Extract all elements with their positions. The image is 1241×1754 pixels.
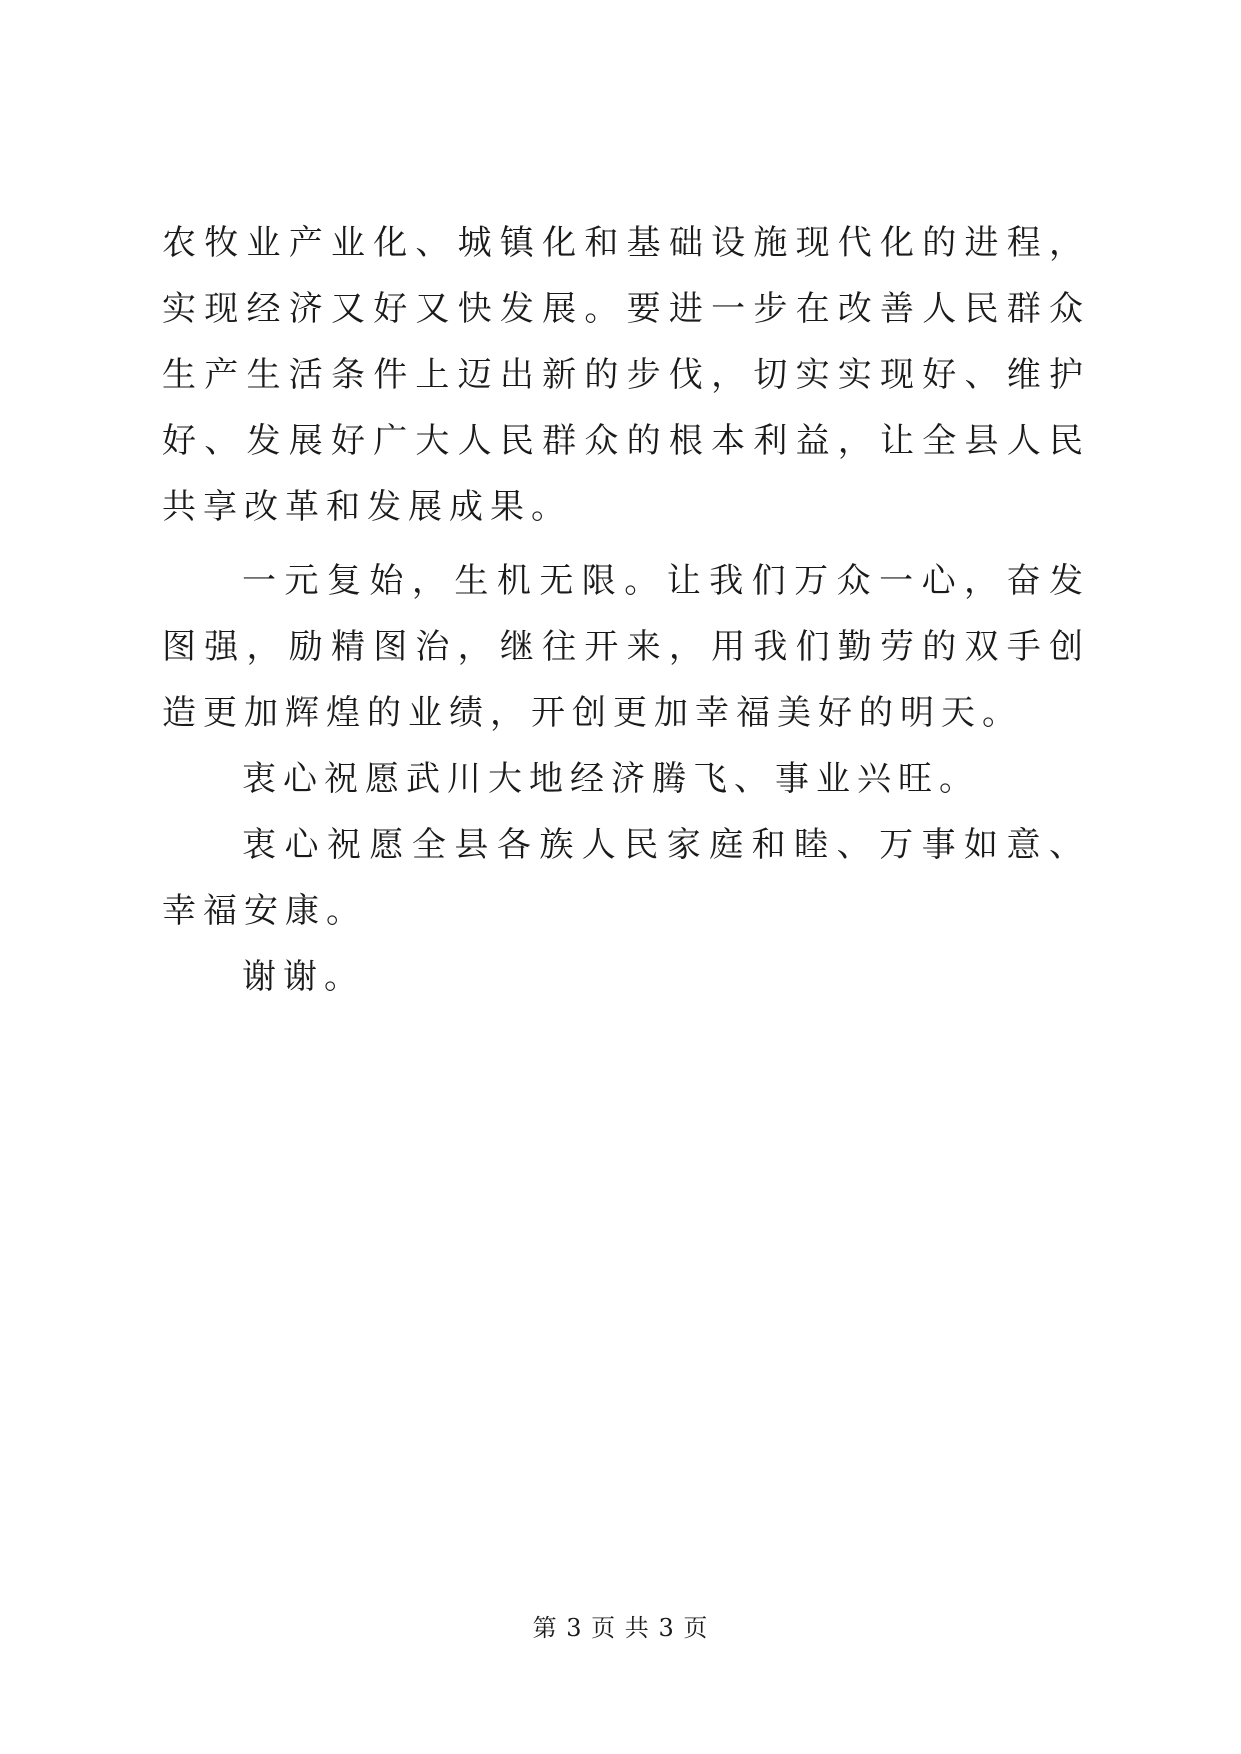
paragraph-wish-economy: 衷心祝愿武川大地经济腾飞、事业兴旺。	[242, 759, 980, 799]
document-body	[162, 210, 1090, 1010]
paragraph-thanks: 谢谢。	[242, 957, 365, 997]
paragraph-wish-people: 衷心祝愿全县各族人民家庭和睦、万事如意、幸福安康。	[162, 825, 1090, 931]
paragraph-continuation: 农牧业产业化、城镇化和基础设施现代化的进程，实现经济又好又快发展。要进一步在改善人民群众生产生活条件上迈出新的步伐，切实实现好、维护好、发展好广大人民群众的根本利益，让全县人民共享改革和发展成果。	[162, 223, 1090, 527]
paragraph-closing-remarks: 一元复始，生机无限。让我们万众一心，奋发图强，励精图治，继往开来，用我们勤劳的双手创造更加辉煌的业绩，开创更加幸福美好的明天。	[162, 561, 1090, 733]
page-number-footer: 第 3 页 共 3 页	[532, 1614, 709, 1642]
